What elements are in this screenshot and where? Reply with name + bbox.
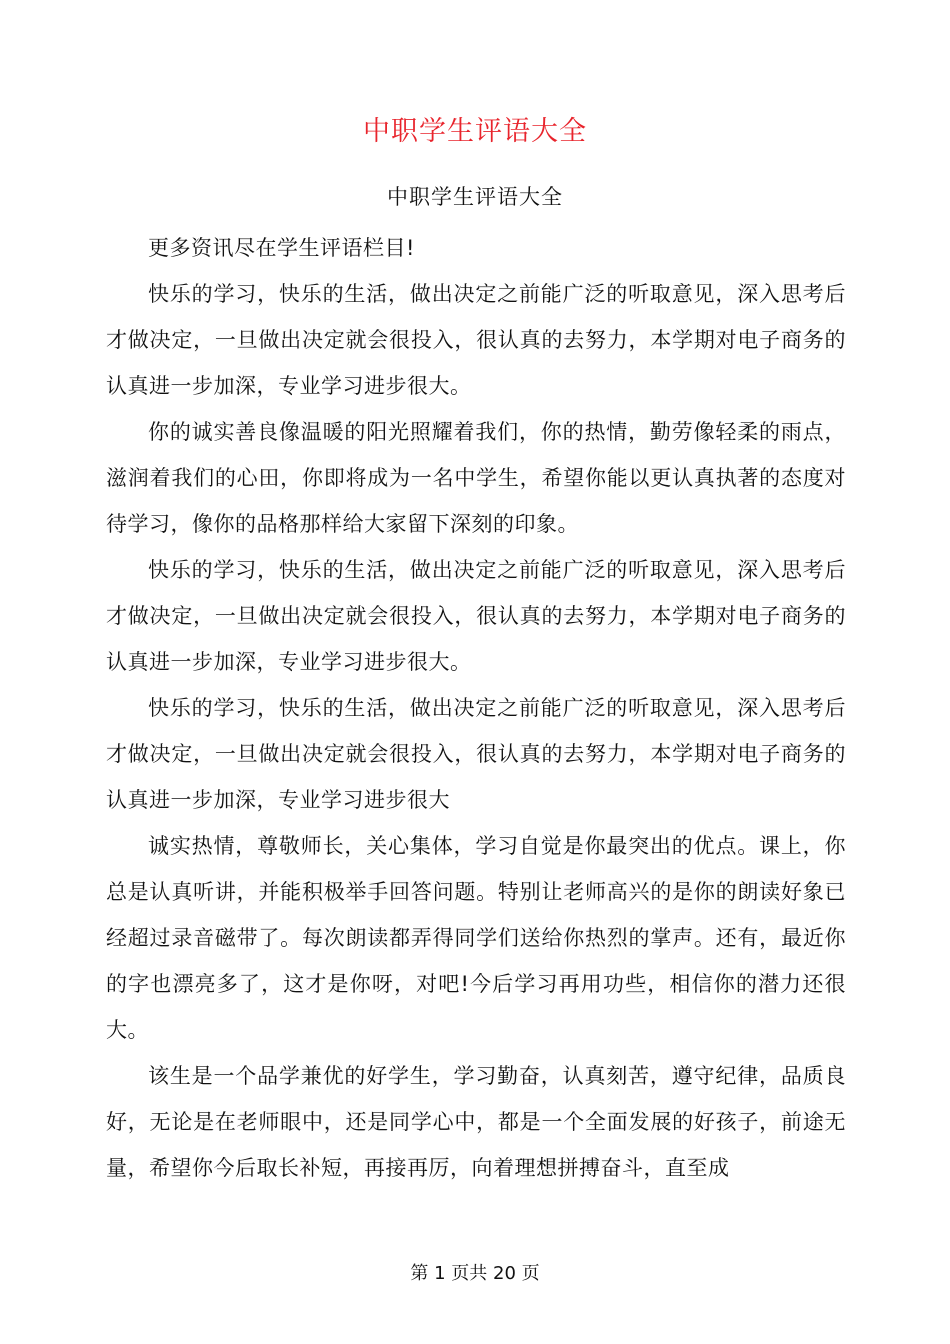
page-number-footer: 第 1 页共 20 页 (410, 1263, 540, 1284)
paragraph: 你的诚实善良像温暖的阳光照耀着我们，你的热情，勤劳像轻柔的雨点，滋润着我们的心田，你即将成为一名中学生，希望你能以更认真执著的态度对待学习，像你的品格那样给大家留下深刻的印象。 (106, 420, 846, 536)
paragraph: 该生是一个品学兼优的好学生，学习勤奋，认真刻苦，遵守纪律，品质良好，无论是在老师眼中，还是同学心中，都是一个全面发展的好孩子，前途无量，希望你今后取长补短，再接再厉，向着理想拼搏奋斗，直至成 (106, 1064, 846, 1180)
document-subtitle: 中职学生评语大全 (387, 185, 563, 209)
document-body (106, 225, 846, 1191)
paragraph: 快乐的学习，快乐的生活，做出决定之前能广泛的听取意见，深入思考后才做决定，一旦做出决定就会很投入，很认真的去努力，本学期对电子商务的认真进一步加深，专业学习进步很大。 (106, 558, 846, 674)
document-title: 中职学生评语大全 (363, 116, 587, 147)
paragraph: 快乐的学习，快乐的生活，做出决定之前能广泛的听取意见，深入思考后才做决定，一旦做出决定就会很投入，很认真的去努力，本学期对电子商务的认真进一步加深，专业学习进步很大。 (106, 282, 846, 398)
paragraph: 快乐的学习，快乐的生活，做出决定之前能广泛的听取意见，深入思考后才做决定，一旦做出决定就会很投入，很认真的去努力，本学期对电子商务的认真进一步加深，专业学习进步很大 (106, 696, 846, 812)
paragraph: 更多资讯尽在学生评语栏目! (148, 236, 415, 260)
paragraph: 诚实热情，尊敬师长，关心集体，学习自觉是你最突出的优点。课上，你总是认真听讲，并能积极举手回答问题。特别让老师高兴的是你的朗读好象已经超过录音磁带了。每次朗读都弄得同学们送给你热烈的掌声。还有，最近你的字也漂亮多了，这才是你呀，对吧!今后学习再用功些，相信你的潜力还很大。 (106, 834, 846, 1042)
